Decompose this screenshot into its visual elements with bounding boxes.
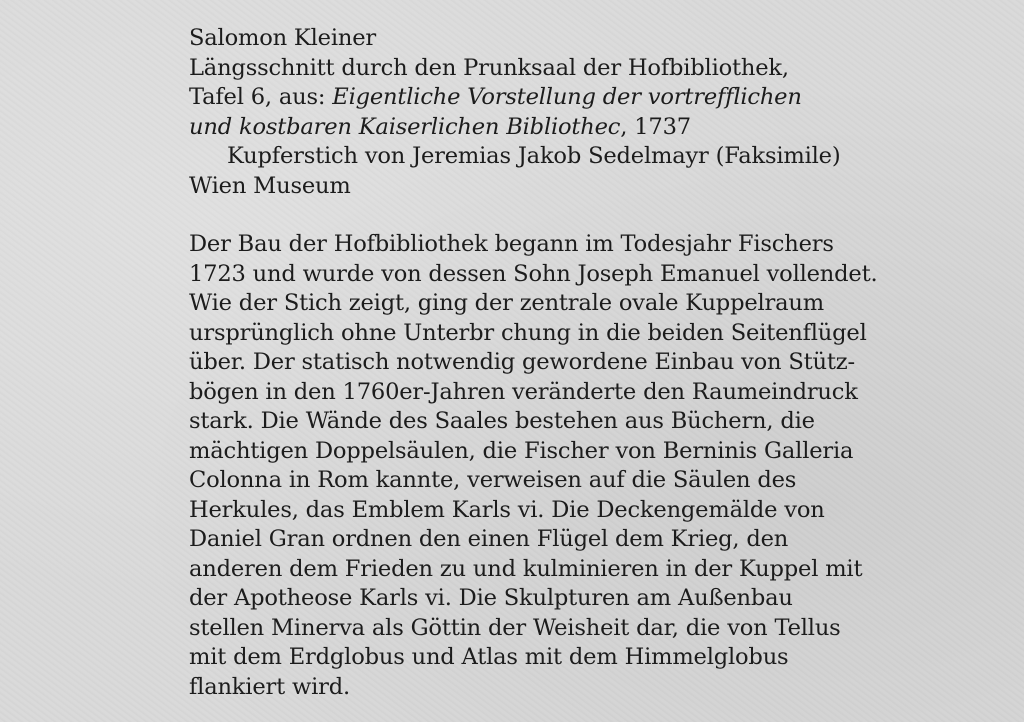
description-line: über. Der statisch notwendig gewordene Einbau von Stütz-	[189, 349, 855, 375]
artist-name: Salomon Kleiner	[189, 25, 376, 51]
artwork-collection: Wien Museum	[189, 172, 351, 199]
description-paragraph	[189, 230, 989, 702]
description-line: Herkules, das Emblem Karls vi. Die Deckengemälde von	[189, 496, 825, 523]
source-title-italic-2: und kostbaren Kaiserlichen Bibliothec	[189, 113, 621, 140]
description-line: Der Bau der Hofbibliothek begann im Todesjahr Fischers	[189, 231, 834, 257]
description-line: stellen Minerva als Göttin der Weisheit dar, die von Tellus	[189, 614, 841, 641]
description-line: der Apotheose Karls vi. Die Skulpturen am Außenbau	[189, 585, 793, 611]
source-title-italic-1: Eigentliche Vorstellung der vortrefflichen	[332, 84, 802, 110]
description-line: mächtigen Doppelsäulen, die Fischer von Berninis Galleria	[189, 437, 854, 464]
description-line: 1723 und wurde von dessen Sohn Joseph Emanuel vollendet.	[189, 260, 878, 287]
description-line: bögen in den 1760er-Jahren veränderte den Raumeindruck	[189, 378, 858, 405]
description-line: Wie der Stich zeigt, ging der zentrale ovale Kuppelraum	[189, 290, 824, 316]
artwork-technique: Kupferstich von Jeremias Jakob Sedelmayr (Faksimile)	[227, 143, 841, 169]
description-line: Daniel Gran ordnen den einen Flügel dem Krieg, den	[189, 526, 789, 552]
artwork-title-line-2	[189, 83, 989, 113]
description-line: flankiert wird.	[189, 673, 350, 700]
artwork-title-line-1: Längsschnitt durch den Prunksaal der Hofbibliothek,	[189, 54, 789, 81]
wall-text-placard	[189, 24, 989, 702]
title-prefix: Tafel 6, aus:	[189, 84, 333, 110]
description-line: anderen dem Frieden zu und kulminieren in der Kuppel mit	[189, 555, 863, 582]
description-line: Colonna in Rom kannte, verweisen auf die Säulen des	[189, 467, 797, 493]
description-line: ursprünglich ohne Unterbr chung in die beiden Seitenflügel	[189, 319, 867, 346]
artwork-caption	[189, 24, 989, 201]
description-line: mit dem Erdglobus und Atlas mit dem Himmelglobus	[189, 644, 789, 670]
artwork-year: , 1737	[620, 113, 691, 140]
paragraph-spacer	[189, 201, 989, 230]
description-line: stark. Die Wände des Saales bestehen aus Büchern, die	[189, 408, 815, 434]
artwork-title-line-3	[189, 113, 989, 143]
